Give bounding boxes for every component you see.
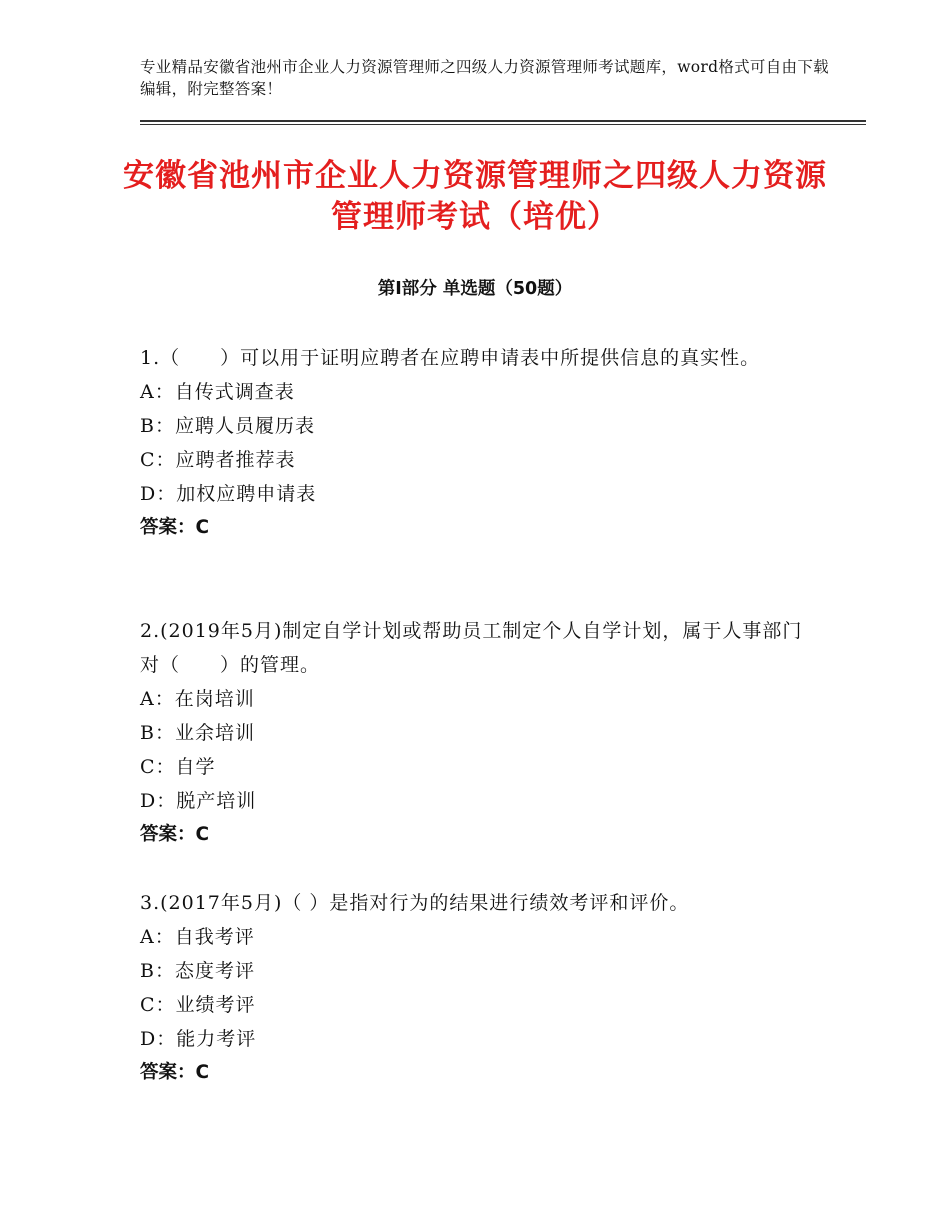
answer: 答案：C [140, 1062, 210, 1083]
question-2 [140, 614, 810, 852]
option-a: A：自我考评 [140, 926, 255, 948]
answer: 答案：C [140, 517, 210, 538]
question-3 [140, 886, 810, 1090]
option-b: B：态度考评 [140, 960, 255, 982]
option-b: B：应聘人员履历表 [140, 415, 315, 437]
question-1 [140, 341, 810, 545]
question-stem: 1.（ ）可以用于证明应聘者在应聘申请表中所提供信息的真实性。 [140, 347, 761, 369]
document-title: 安徽省池州市企业人力资源管理师之四级人力资源管理师考试（培优） [123, 158, 827, 235]
header-note: 专业精品安徽省池州市企业人力资源管理师之四级人力资源管理师考试题库，word格式可自由下载编辑，附完整答案！ [140, 58, 829, 98]
option-d: D：脱产培训 [140, 790, 257, 812]
option-d: D：能力考评 [140, 1028, 257, 1050]
header-divider-thin [140, 124, 866, 125]
question-stem: 3.(2017年5月)（ ）是指对行为的结果进行绩效考评和评价。 [140, 892, 690, 914]
option-c: C：自学 [140, 756, 216, 778]
section-title: 第Ⅰ部分 单选题（50题） [377, 279, 573, 299]
option-a: A：自传式调查表 [140, 381, 295, 403]
question-stem: 2.(2019年5月)制定自学计划或帮助员工制定个人自学计划，属于人事部门对（ ）的管理。 [140, 620, 803, 676]
answer: 答案：C [140, 824, 210, 845]
option-b: B：业余培训 [140, 722, 255, 744]
option-d: D：加权应聘申请表 [140, 483, 317, 505]
option-c: C：业绩考评 [140, 994, 256, 1016]
option-c: C：应聘者推荐表 [140, 449, 296, 471]
option-a: A：在岗培训 [140, 688, 255, 710]
header-divider [140, 120, 866, 122]
